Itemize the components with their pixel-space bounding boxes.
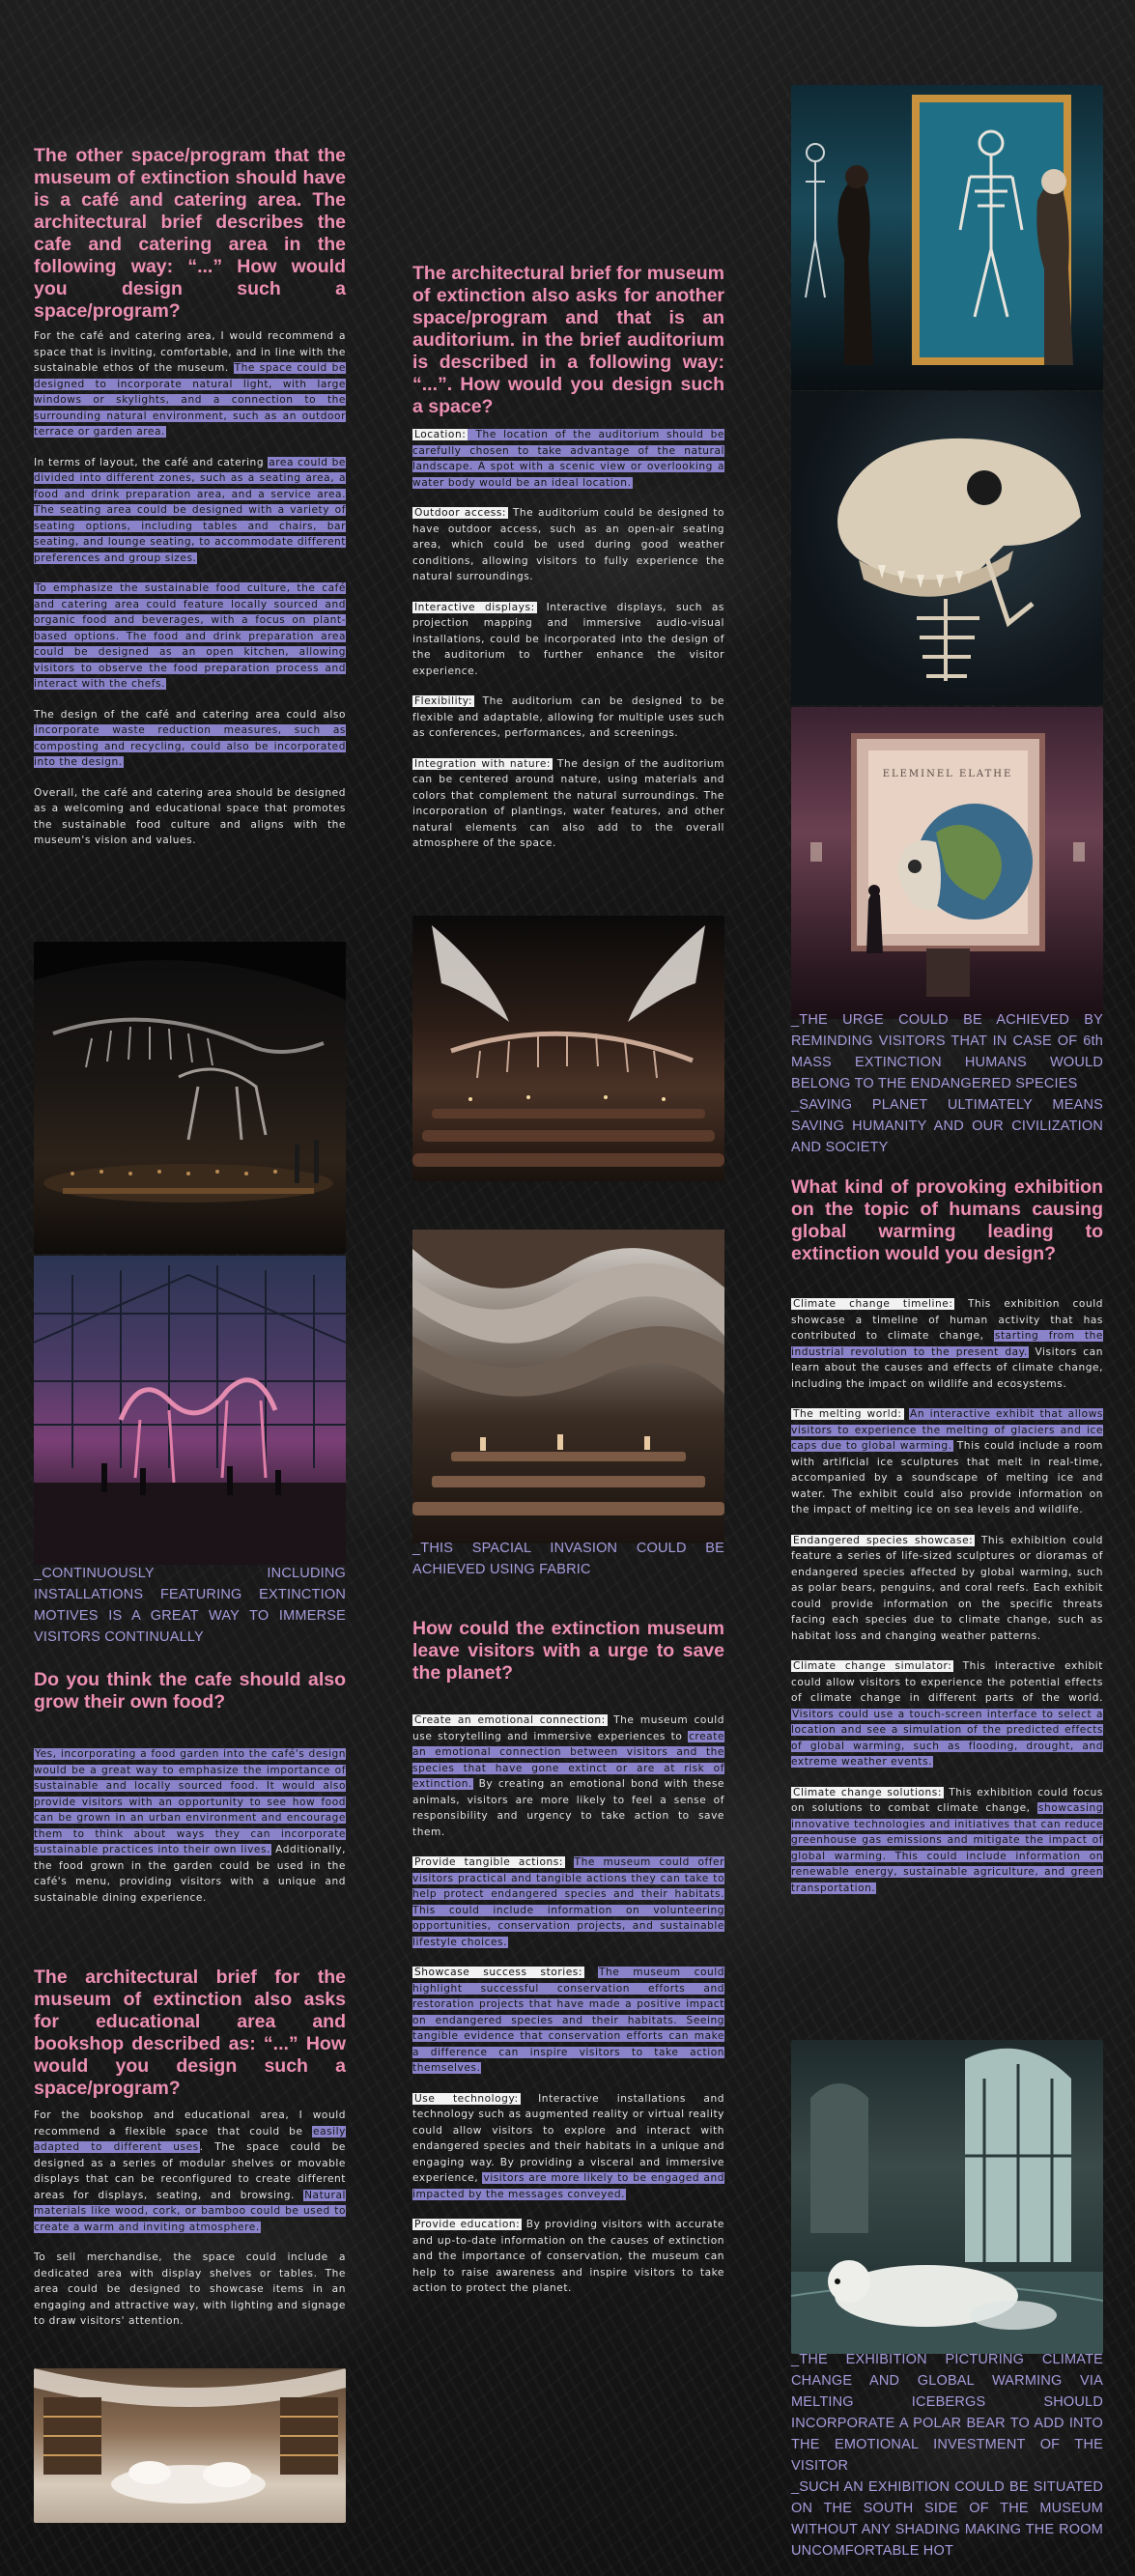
cafe-p1-highlight: The space could be designed to incorporate natural light, with large windows or skylights, and a connection to the surrounding natural environment, such as an outdoor terrace or garden area. xyxy=(34,362,346,438)
exhibit-item-simulator xyxy=(791,1658,1103,1770)
auditorium-item-interactive xyxy=(412,600,724,680)
urge-item-success xyxy=(412,1965,724,2077)
item-label: Climate change timeline: xyxy=(793,1298,953,1310)
cafe-p4-text: The design of the café and catering area could also xyxy=(34,708,346,721)
item-label: Provide education: xyxy=(414,2219,521,2230)
item-text: This exhibition could feature a series of life-sized sculptures or dioramas of endangered species affected by global warming, such as polar bears, penguins, and coral reefs. Each exhibit could provide information on the specific threats facing each species due to climate change, such as habitat loss and changing weather patterns. xyxy=(791,1534,1103,1642)
item-label: The melting world: xyxy=(793,1408,902,1420)
urge-item-education xyxy=(412,2217,724,2297)
item-label: Create an emotional connection: xyxy=(414,1714,606,1726)
cafe-p2-highlight: area could be divided into different zones, such as a seating area, a food and drink preparation area, and a service area. The seating area could be designed with a variety of seating options, including tables and chairs, bar seating, and lounge seating, to accommodate different preferences and group sizes. xyxy=(34,456,346,564)
item-highlight: visitors are more likely to be engaged and impacted by the messages conveyed. xyxy=(412,2172,724,2200)
exhibit-item-solutions xyxy=(791,1785,1103,1897)
cafe-p2-text: In terms of layout, the café and catering xyxy=(34,456,269,468)
urge-item-tangible xyxy=(412,1854,724,1950)
item-text: This exhibition could focus on solutions to combat climate change, xyxy=(791,1786,1103,1814)
item-text: This exhibition could showcase a timeline of human activity that has contributed to climate change, xyxy=(791,1298,1103,1342)
image-fabric-auditorium xyxy=(412,1230,724,1543)
item-highlight: The museum could highlight successful conservation efforts and restoration projects that have made a positive impact on endangered species and their habitats. Seeing tangible evidence that conservation efforts can make a difference can inspire visitors to take action themselves. xyxy=(412,1967,725,2074)
item-label: Integration with nature: xyxy=(414,757,552,770)
item-text: Interactive installations and technology such as augmented reality or virtual reality could allow visitors to explore and interact with endangered species and their habitats in a unique and engaging way. By providing a visceral and immersive experience, xyxy=(412,2092,724,2184)
auditorium-illustration xyxy=(412,916,724,1181)
caption-mass-extinction-line1: _THE URGE COULD BE ACHIEVED BY REMINDING VISITORS THAT IN CASE OF 6th MASS EXTINCTION HUMANS WOULD BELONG TO THE ENDANGERED SPECIES xyxy=(791,1012,1103,1091)
cafe-p4-highlight: incorporate waste reduction measures, such as composting and recycling, could also be incorporated into the design. xyxy=(34,724,346,768)
dino-skull-illustration xyxy=(791,391,1103,705)
urge-heading: How could the extinction museum leave visitors with a urge to save the planet? xyxy=(412,1618,724,1684)
image-skeleton-cafe-hall xyxy=(34,942,346,1254)
item-text xyxy=(565,1856,574,1868)
item-highlight: create an emotional connection between visitors and the species that have gone extinct or are at risk of extinction. xyxy=(412,1730,724,1790)
caption-polar-bear xyxy=(791,2349,1103,2562)
skeleton-hall-illustration xyxy=(34,942,346,1254)
grow-food-plain: Additionally, the food grown in the garden could be used in the café's menu, providing visitors with a unique and sustainable dining experience. xyxy=(34,1844,346,1904)
grow-food-text xyxy=(34,1746,346,1920)
bookshop-p2-text: To sell merchandise, the space could include a dedicated area with display shelves or tables. The area could be designed to showcase items in an engaging and attractive way, with lighting and signage to draw visitors' attention. xyxy=(34,2251,346,2327)
caption-installations: _CONTINUOUSLY INCLUDING INSTALLATIONS FEATURING EXTINCTION MOTIVES IS A GREAT WAY TO IMMERSE VISITORS CONTINUALLY xyxy=(34,1566,346,1645)
exhibit-list xyxy=(791,1296,1103,1911)
auditorium-list xyxy=(412,427,724,866)
item-label: Flexibility: xyxy=(414,695,472,707)
item-highlight: An interactive exhibit that allows visitors to experience the melting of glaciers and ice caps due to global warming. xyxy=(791,1408,1103,1452)
image-dino-skull xyxy=(791,391,1103,705)
item-label: Climate change solutions: xyxy=(793,1786,942,1798)
bookshop-p1-text2: . The space could be designed as a series of modular shelves or movable displays that can be reconfigured to create different areas for displays, seating, and browsing. xyxy=(34,2141,346,2201)
image-museum-visitors xyxy=(791,85,1103,390)
item-text: By creating an emotional bond with these animals, visitors are more likely to feel a sense of responsibility and urgency to take action to save them. xyxy=(412,1778,724,1838)
item-label: Interactive displays: xyxy=(414,601,535,613)
auditorium-item-location xyxy=(412,427,724,491)
polar-bear-illustration xyxy=(791,2040,1103,2354)
bookshop-p1-highlight2: Natural materials like wood, cork, or bamboo could be used to create a warm and inviting atmosphere. xyxy=(34,2189,346,2233)
image-bookshop xyxy=(34,2368,346,2523)
grow-food-highlight: Yes, incorporating a food garden into the café's design would be a great way to emphasize the importance of sustainable and locally sourced food. It would also provide visitors with an opportunity to see how food can be grown in an urban environment and encourage them to think about ways they can incorporate sustainable practices into their own lives. xyxy=(34,1748,346,1855)
urge-item-technology xyxy=(412,2091,724,2203)
skull-globe-illustration xyxy=(791,707,1103,1019)
auditorium-heading: The architectural brief for museum of extinction also asks for another space/program and that is an auditorium. in the brief auditorium is described in a following way: “...”. How would you design such a space? xyxy=(412,263,724,417)
item-text xyxy=(584,1967,598,1978)
auditorium-item-flexibility xyxy=(412,694,724,742)
caption-mass-extinction-line2: _SAVING PLANET ULTIMATELY MEANS SAVING HUMANITY AND OUR CIVILIZATION AND SOCIETY xyxy=(791,1097,1103,1155)
poster-title: ELEMINEL ELATHE xyxy=(882,769,1013,779)
auditorium-item-outdoor xyxy=(412,505,724,585)
item-label: Showcase success stories: xyxy=(414,1967,582,1978)
bookshop-illustration xyxy=(34,2368,346,2523)
museum-visitors-illustration xyxy=(791,85,1103,390)
cafe-p5-text: Overall, the café and catering area should be designed as a welcoming and educational space that promotes the sustainable food culture and aligns with the museum's vision and values. xyxy=(34,786,346,846)
item-text: The auditorium can be designed to be flexible and adaptable, allowing for multiple uses such as conferences, performances, and screenings. xyxy=(412,695,724,739)
fabric-illustration xyxy=(412,1230,724,1543)
item-text: The design of the auditorium can be centered around nature, using materials and colors that complement the natural surroundings. The incorporation of plantings, water features, and other natural elements can also add to the overall atmosphere of the space. xyxy=(412,757,724,849)
grow-food-heading: Do you think the cafe should also grow their own food? xyxy=(34,1669,346,1713)
greenhouse-illustration xyxy=(34,1256,346,1565)
auditorium-item-nature xyxy=(412,756,724,852)
caption-mass-extinction xyxy=(791,1009,1103,1158)
item-highlight: showcasing innovative technologies and initiatives that can reduce greenhouse gas emissions and mitigate the impact of global warming. This could include information on renewable energy, sustainable agriculture, and green transportation. xyxy=(791,1802,1103,1894)
cafe-heading: The other space/program that the museum of extinction should have is a café and catering area. The architectural brief describes the cafe and catering area in the following way: “...” How would you design such a space/program? xyxy=(34,145,346,322)
exhibit-item-timeline xyxy=(791,1296,1103,1392)
item-text: The museum could use storytelling and immersive experiences to xyxy=(412,1714,724,1742)
urge-list xyxy=(412,1713,724,2311)
item-label: Use technology: xyxy=(414,2092,519,2105)
cafe-p3-highlight: To emphasize the sustainable food culture, the café and catering area could feature locally sourced and organic food and beverages, with a focus on plant-based options. The food and drink preparation area could be designed as an open kitchen, allowing visitors to observe the food preparation process and interact with the chefs. xyxy=(34,582,346,690)
item-text: The location of the auditorium should be carefully chosen to take advantage of the natural landscape. A spot with a scenic view or overlooking a water body would be an ideal location. xyxy=(412,429,724,489)
item-text: Interactive displays, such as projection mapping and immersive audio-visual installations, could be incorporated into the design of the auditorium to further enhance the visitor experience. xyxy=(412,601,724,677)
item-text: Visitors can learn about the causes and effects of climate change, including the impact on wildlife and ecosystems. xyxy=(791,1345,1103,1390)
caption-fabric: _THIS SPACIAL INVASION COULD BE ACHIEVED USING FABRIC xyxy=(412,1541,724,1577)
image-auditorium-skeleton xyxy=(412,916,724,1181)
item-text: By providing visitors with accurate and up-to-date information on the causes of extinction and the importance of conservation, the museum can help to raise awareness and inspire visitors to take action to protect the planet. xyxy=(412,2219,724,2294)
item-highlight: starting from the industrial revolution to the present day. xyxy=(791,1330,1103,1358)
bookshop-p1-text: For the bookshop and educational area, I would recommend a flexible space that could be xyxy=(34,2109,346,2137)
bookshop-heading: The architectural brief for the museum of extinction also asks for educational area and bookshop described as: “...” How would you design such a space/program? xyxy=(34,1967,346,2099)
image-skull-globe-poster xyxy=(791,707,1103,1019)
item-label: Endangered species showcase: xyxy=(793,1534,974,1546)
image-greenhouse-skeletons xyxy=(34,1256,346,1565)
item-label: Outdoor access: xyxy=(414,507,507,519)
item-label: Climate change simulator: xyxy=(793,1660,952,1672)
cafe-text xyxy=(34,328,346,863)
item-text: This could include a room with artificial ice sculptures that melt in real-time, accompanied by a soundscape of melting ice and water. The exhibit could also provide information on the impact of melting ice on sea levels and wildlife. xyxy=(791,1440,1103,1515)
item-text: The auditorium could be designed to have outdoor access, such as an open-air seating area, which could be used during good weather conditions, allowing visitors to fully experience the natural surroundings. xyxy=(412,507,724,582)
urge-item-emotional xyxy=(412,1713,724,1840)
exhibit-item-endangered xyxy=(791,1533,1103,1645)
bookshop-text xyxy=(34,2108,346,2344)
caption-polar-bear-line1: _THE EXHIBITION PICTURING CLIMATE CHANGE AND GLOBAL WARMING VIA MELTING ICEBERGS SHOULD INCORPORATE A POLAR BEAR TO ADD INTO THE EMOTIONAL INVESTMENT OF THE VISITOR xyxy=(791,2352,1103,2474)
item-highlight: Visitors could use a touch-screen interface to select a location and see a simulation of the predicted effects of global warming, such as flooding, drought, and extreme weather events. xyxy=(791,1708,1103,1768)
item-label: Location: xyxy=(414,429,467,440)
item-highlight: The museum could offer visitors practical and tangible actions they can take to help protect endangered species and their habitats. This could include information on volunteering opportunities, conservation projects, and sustainable lifestyle choices. xyxy=(412,1856,725,1948)
exhibit-heading: What kind of provoking exhibition on the topic of humans causing global warming leading to extinction would you design? xyxy=(791,1176,1103,1264)
bookshop-p1-highlight: easily adapted to different uses xyxy=(34,2125,346,2153)
item-label: Provide tangible actions: xyxy=(414,1856,563,1868)
caption-polar-bear-line2: _SUCH AN EXHIBITION COULD BE SITUATED ON THE SOUTH SIDE OF THE MUSEUM WITHOUT ANY SHADING MAKING THE ROOM UNCOMFORTABLE HOT xyxy=(791,2479,1103,2559)
cafe-p1-text: For the café and catering area, I would recommend a space that is inviting, comfortable, and in line with the sustainable ethos of the museum. xyxy=(34,330,346,374)
exhibit-item-melting xyxy=(791,1406,1103,1518)
item-text: This interactive exhibit could allow visitors to experience the potential effects of climate change in different parts of the world. xyxy=(791,1660,1103,1704)
image-polar-bear xyxy=(791,2040,1103,2354)
